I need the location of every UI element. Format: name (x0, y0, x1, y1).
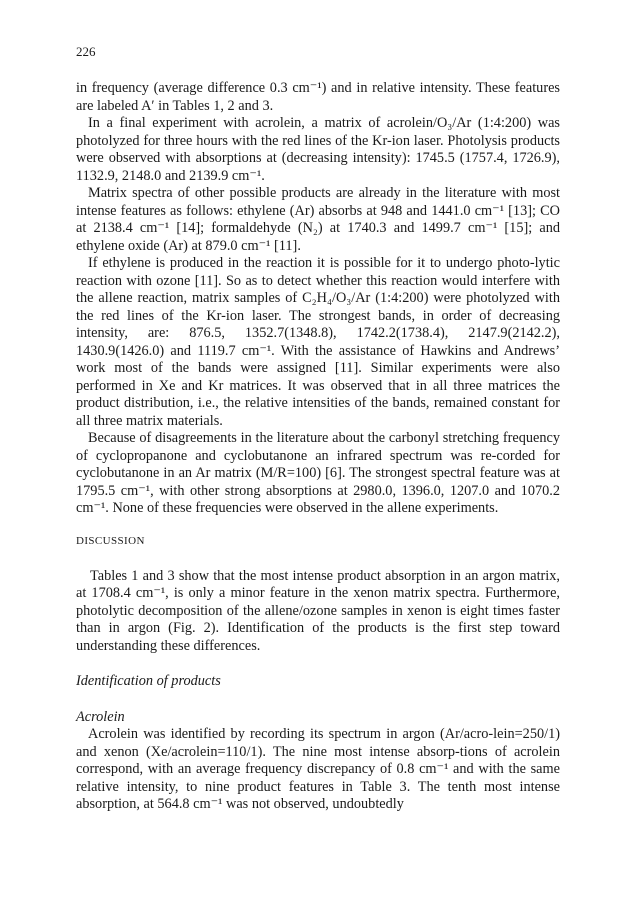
section-heading-discussion: DISCUSSION (76, 534, 145, 547)
subsection-heading-acrolein: Acrolein (76, 708, 125, 725)
subsection-heading-identification: Identification of products (76, 673, 221, 689)
page-number: 226 (76, 44, 96, 59)
body-paragraph-acrolein-final-experiment: In a final experiment with acrolein, a matrix of acrolein/O₃/Ar (1:4:200) was photolyzed for three hours with the red lines of the Kr-ion laser. Photolysis products were observed with absorptions at (decreasing intensity): 1745.5 (1757.4, 1726.9), 1132.9, 2148.0 and 2139.9 cm⁻¹. (76, 115, 560, 184)
body-paragraph-ethylene-reaction: If ethylene is produced in the reaction it is possible for it to undergo photo-lytic reaction with ozone [11]. So as to detect whether this reaction would interfere with the allene reaction, matrix samples of C₂H₄/O₃/Ar (1:4:200) were photolyzed with the red lines of the Kr-ion laser. The strongest bands, in order of decreasing intensity, are: 876.5, 1352.7(1348.8), 1742.2(1738.4), 2147.9(2142.2), 1430.9(1426.0) and 1119.7 cm⁻¹. With the assistance of Hawkins and Andrews’ work most of the bands were assigned [11]. Similar experiments were also performed in Xe and Kr matrices. It was observed that in all three matrices the product distribution, i.e., the relative intensities of the bands, remained constant for all three matrix materials. (76, 255, 560, 429)
paper-page (76, 44, 560, 814)
body-paragraph-matrix-spectra: Matrix spectra of other possible products are already in the literature with most intense features as follows: ethylene (Ar) absorbs at 948 and 1441.0 cm⁻¹ [13]; CO at 2138.4 cm⁻¹ [14]; formaldehyde (N₂) at 1740.3 and 1499.7 cm⁻¹ [15]; and ethylene oxide (Ar) at 879.0 cm⁻¹ [11]. (76, 185, 560, 254)
body-paragraph-acrolein-identification: Acrolein was identified by recording its spectrum in argon (Ar/acro-lein=250/1) and xenon (Xe/acrolein=110/1). The nine most intense absorp-tions of acrolein correspond, with an average frequency discrepancy of 0.8 cm⁻¹ and with the same relative intensity, to nine product features in Table 3. The tenth most intense absorption, at 564.8 cm⁻¹ was not observed, undoubtedly (76, 726, 560, 812)
body-paragraph-cyclobutanone: Because of disagreements in the literature about the carbonyl stretching frequency of cyclopropanone and cyclobutanone an infrared spectrum was re-corded for cyclobutanone in an Ar matrix (M/R=100) [6]. The strongest spectral feature was at 1795.5 cm⁻¹, with other strong absorptions at 2980.0, 1396.0, 1207.0 and 1070.2 cm⁻¹. None of these frequencies were observed in the allene experiments. (76, 430, 560, 516)
body-paragraph-continued: in frequency (average difference 0.3 cm⁻¹) and in relative intensity. These features are labeled A′ in Tables 1, 2 and 3. (76, 80, 560, 114)
body-paragraph-discussion: Tables 1 and 3 show that the most intense product absorption in an argon matrix, at 1708.4 cm⁻¹, is only a minor feature in the xenon matrix spectra. Furthermore, photolytic decomposition of the allene/ozone samples in xenon is eight times faster than in argon (Fig. 2). Identification of the products is the first step toward understanding these differences. (76, 567, 560, 654)
